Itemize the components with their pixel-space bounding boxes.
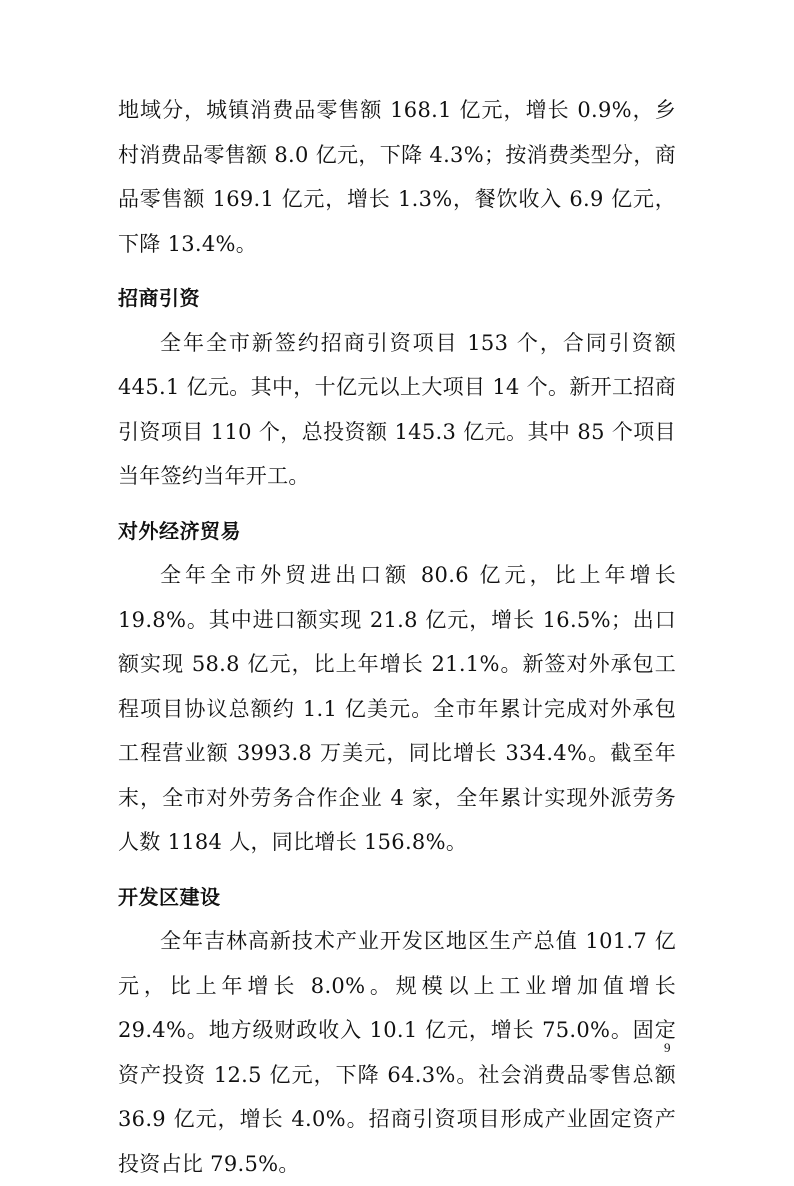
retail-paragraph-continued: 地域分，城镇消费品零售额 168.1 亿元，增长 0.9%，乡村消费品零售额 8.0 亿元，下降 4.3%；按消费类型分，商品零售额 169.1 亿元，增长 1.3%，餐饮收入 6.9 亿元，下降 13.4%。	[118, 98, 676, 256]
section-spacer	[118, 266, 676, 276]
development-zone-paragraph: 全年吉林高新技术产业开发区地区生产总值 101.7 亿元，比上年增长 8.0%。规模以上工业增加值增长 29.4%。地方级财政收入 10.1 亿元，增长 75.0%。固定资产投资 12.5 亿元，下降 64.3%。社会消费品零售总额 36.9 亿元，增长 4.0%。招商引资项目形成产业固定资产投资占比 79.5%。	[118, 929, 676, 1176]
trade-paragraph: 全年全市外贸进出口额 80.6 亿元，比上年增长 19.8%。其中进口额实现 21.8 亿元，增长 16.5%；出口额实现 58.8 亿元，比上年增长 21.1%。新签对外承包工程项目协议总额约 1.1 亿美元。全市年累计完成对外承包工程营业额 3993.8 万美元，同比增长 334.4%。截至年末，全市对外劳务合作企业 4 家，全年累计实现外派劳务人数 1184 人，同比增长 156.8%。	[118, 563, 676, 854]
section-spacer	[118, 499, 676, 509]
development-zone-heading: 开发区建设	[118, 884, 221, 909]
document-body	[118, 88, 676, 1186]
investment-paragraph: 全年全市新签约招商引资项目 153 个，合同引资额 445.1 亿元。其中，十亿元以上大项目 14 个。新开工招商引资项目 110 个，总投资额 145.3 亿元。其中 85 个项目当年签约当年开工。	[118, 330, 676, 488]
investment-heading: 招商引资	[118, 286, 200, 310]
page-number: 9	[664, 1040, 671, 1055]
section-spacer	[118, 865, 676, 875]
trade-heading: 对外经济贸易	[118, 518, 241, 543]
